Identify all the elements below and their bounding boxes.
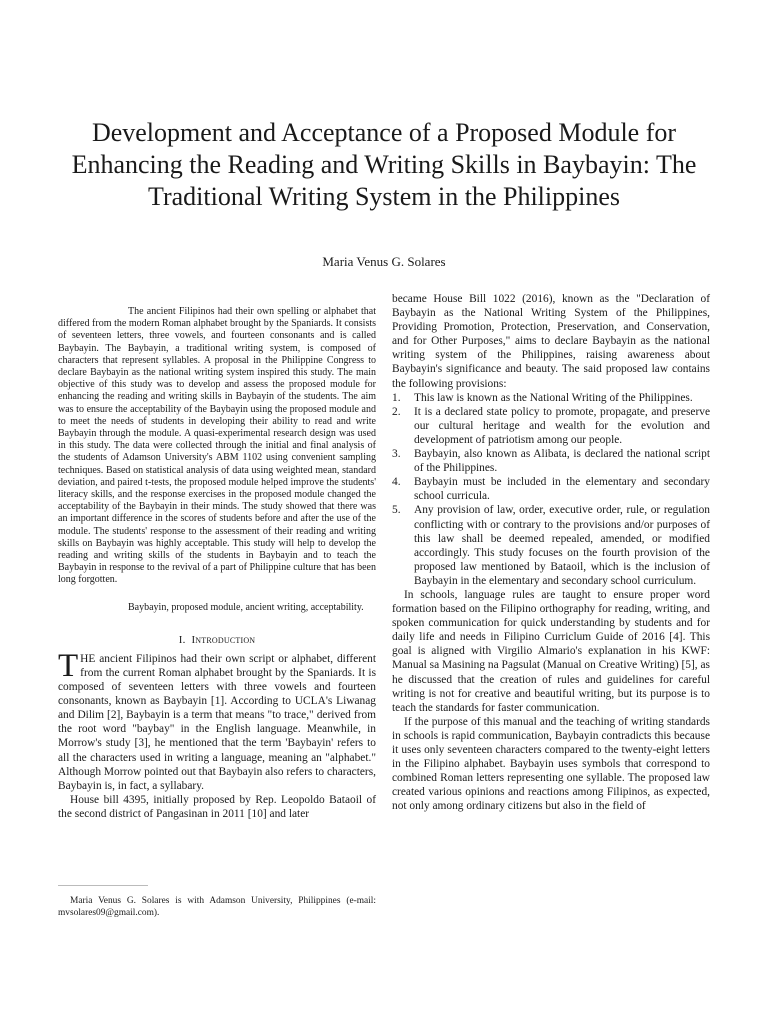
list-item-number: 4. <box>392 476 401 489</box>
left-column <box>58 292 376 821</box>
provisions-list <box>392 391 710 588</box>
list-item-text: Baybayin, also known as Alibata, is declared the national script of the Philippines. <box>414 448 710 475</box>
list-item <box>392 503 710 588</box>
list-item-number: 3. <box>392 448 401 461</box>
list-item-text: This law is known as the National Writing of the Philippines. <box>414 391 693 404</box>
body-paragraph-3: In schools, language rules are taught to ensure proper word formation based on the Filipino orthography for reading, writing, and spoken communication for quick understanding by students and for daily life and needs in Filipino Curriclum Guide of 2016 [4]. This goal is aligned with Virgilio Almario's explanation in his KWF: Manual sa Masining na Pagsulat (Manual on Creative Writing) [5], as he discussed that the creation of rules and guidelines for careful writing is not for creative and beautiful writing, but its purpose is to teach the standards for faster communication. <box>392 588 710 714</box>
body-paragraph-4: If the purpose of this manual and the teaching of writing standards in schools is rapid communication, Baybayin contradicts this because it uses only seventeen characters compared to the twenty-eight letters in the Filipino alphabet. Baybayin uses symbols that correspond to combined Roman letters representing one syllable. The proposed law created various opinions and reactions among Filipinos, as expected, not only among ordinary citizens but also in the field of <box>392 715 710 813</box>
list-item-text: Baybayin must be included in the elementary and secondary school curricula. <box>414 476 710 503</box>
intro-paragraph-1-text: HE ancient Filipinos had their own script or alphabet, different from the current Roman alphabet brought by the Spaniards. It is composed of seventeen letters with three vowels and fourteen consonants, known as Baybayin [1]. According to UCLA's Liwanag and Dilim [2], Baybayin is a term that means "to trace," derived from the root word "baybay" in the English language. Meanwhile, in Morrow's study [3], he mentioned that the term 'Baybayin' refers to all the characters used in writing a language, meaning an "alphabet." Although Morrow pointed out that Baybayin also refers to characters, Baybayin is, in fact, a syllabary. <box>58 652 376 792</box>
intro-paragraph-2: House bill 4395, initially proposed by Rep. Leopoldo Bataoil of the second district of Pangasinan in 2011 [10] and later <box>58 793 376 820</box>
footnote-divider <box>58 885 148 886</box>
list-item <box>392 475 710 503</box>
list-item-text: Any provision of law, order, executive order, rule, or regulation conflicting with or contrary to the provisions and/or purposes of this law shall be deemed repealed, amended, or modified accordingly. This study focuses on the fourth provision of the proposed law mentioned by Bataoil, which is the inclusion of Baybayin in the elementary and secondary school curriculum. <box>414 504 710 587</box>
list-item <box>392 391 710 405</box>
right-column <box>392 292 710 813</box>
list-item <box>392 405 710 447</box>
section-number: I. <box>178 633 186 646</box>
drop-cap: T <box>58 647 79 684</box>
paper-title: Development and Acceptance of a Proposed Module for Enhancing the Reading and Writing Skills in Baybayin: The Traditional Writing System in the Philippines <box>71 118 697 211</box>
list-item <box>392 447 710 475</box>
abstract-text: The ancient Filipinos had their own spelling or alphabet that differed from the modern Roman alphabet brought by the Spaniards. It consists of seventeen letters, three vowels, and fourteen consonants and is called Baybayin. The Baybayin, a traditional writing system, is composed of characters that represent syllables. A proposal in the Philippine Congress to declare Baybayin as the national writing system inspired this study. The main objective of this study was to develop and assess the proposed module for enhancing the reading and writing skills in Baybayin of the students. The aim was to ensure the acceptability of the Baybayin using the proposed module and to meet the needs of students in developing their ability to read and write Baybayin through the module. A quasi-experimental research design was used in this study. The data were collected through the initial and final analysis of the students of Adamson University's ABM 1102 using convenient sampling techniques. Based on statistical analysis of data using weighted mean, standard deviation, and paired t-tests, the proposed module helped improve the students' literacy skills, and the response exercises in the proposed module changed the acceptability of the Baybayin in their minds. The study showed that there was an important difference in the scores of students before and after the use of the module. The students' response to the assessment of their reading and writing skills on Baybayin was highly acceptable. This study will help to develop the reading and writing skills of the students in Baybayin and to teach the Baybayin in response to the revival of a part of Philippine culture that has been long forgotten. <box>58 306 376 586</box>
intro-paragraph-1 <box>58 647 376 793</box>
section-heading-introduction <box>58 634 376 646</box>
list-item-number: 1. <box>392 391 401 404</box>
keywords <box>58 602 376 614</box>
list-item-number: 5. <box>392 504 401 517</box>
continued-paragraph: became House Bill 1022 (2016), known as the "Declaration of Baybayin as the National Writing System of the Philippines, Providing Promotion, Protection, Preservation, and Conservation, and for Other Purposes," aims to declare Baybayin as the national writing system of the Philippines, raising awareness about Baybayin's significance and beauty. The said proposed law contains the following provisions: <box>392 293 710 390</box>
section-title: Introduction <box>191 633 256 646</box>
list-item-number: 2. <box>392 405 401 418</box>
keywords-text: Baybayin, proposed module, ancient writing, acceptability. <box>128 601 364 613</box>
author-name: Maria Venus G. Solares <box>322 254 446 269</box>
abstract <box>58 306 376 587</box>
author-footnote: Maria Venus G. Solares is with Adamson University, Philippines (e-mail: mvsolares09@gmail.com). <box>58 896 376 919</box>
list-item-text: It is a declared state policy to promote, propagate, and preserve our cultural heritage and wealth for the evolution and development of patriotism among our people. <box>414 405 710 446</box>
